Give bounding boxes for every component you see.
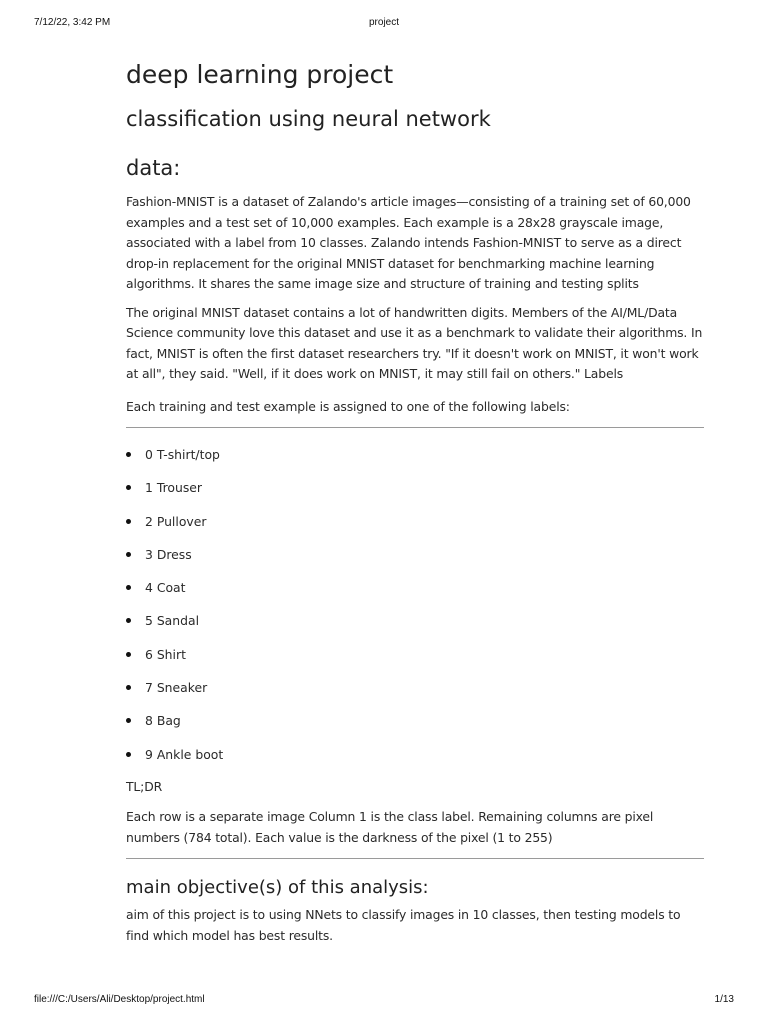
label-text: 2 Pullover	[145, 513, 207, 529]
data-heading: data:	[126, 156, 181, 180]
divider	[126, 427, 704, 428]
tldr-text: TL;DR	[126, 778, 163, 794]
list-item	[126, 704, 704, 737]
labels-list	[126, 438, 704, 771]
list-item	[126, 571, 704, 604]
bullet-icon	[126, 652, 131, 657]
print-header	[0, 17, 768, 31]
bullet-icon	[126, 585, 131, 590]
label-text: 5 Sandal	[145, 613, 200, 629]
list-item	[126, 638, 704, 671]
list-item	[126, 738, 704, 771]
file-path: file:///C:/Users/Ali/Desktop/project.html	[34, 994, 205, 1005]
label-text: 7 Sneaker	[145, 680, 208, 696]
objective-heading: main objective(s) of this analysis:	[126, 877, 429, 899]
label-text: 3 Dress	[145, 546, 192, 562]
page-number: 1/13	[714, 994, 734, 1005]
row-description-paragraph: Each row is a separate image Column 1 is the class label. Remaining columns are pixel numbers (784 total). Each value is the darkness of the pixel (1 to 255)	[126, 809, 654, 845]
label-text: 4 Coat	[145, 580, 186, 596]
bullet-icon	[126, 685, 131, 690]
print-datetime: 7/12/22, 3:42 PM	[34, 17, 111, 28]
print-footer	[0, 994, 768, 1008]
page-title: deep learning project	[126, 60, 394, 89]
bullet-icon	[126, 485, 131, 490]
page-subtitle: classification using neural network	[126, 107, 491, 131]
bullet-icon	[126, 718, 131, 723]
label-text: 0 T-shirt/top	[145, 447, 220, 462]
original-mnist-paragraph: The original MNIST dataset contains a lot of handwritten digits. Members of the AI/ML/Data Science community love this dataset and use it as a benchmark to validate their algorithms. In fact, MNIST is often the first dataset researchers try. "If it doesn't work on MNIST, it won't work at all", they said. "Well, if it does work on MNIST, it may still fail on others." Labels	[126, 304, 703, 381]
list-item	[126, 438, 704, 471]
list-item	[126, 671, 704, 704]
label-text: 6 Shirt	[145, 646, 186, 662]
list-item	[126, 538, 704, 571]
intro-paragraph: Fashion-MNIST is a dataset of Zalando's article images—consisting of a training set of 60,000 examples and a test set of 10,000 examples. Each example is a 28x28 grayscale image, associated with a label from 10 classes. Zalando intends Fashion-MNIST to serve as a direct drop-in replacement for the original MNIST dataset for benchmarking machine learning algorithms. It shares the same image size and structure of training and testing splits	[126, 194, 691, 291]
label-text: 9 Ankle boot	[145, 746, 224, 762]
bullet-icon	[126, 452, 131, 457]
label-text: 8 Bag	[145, 713, 181, 729]
bullet-icon	[126, 519, 131, 524]
list-item	[126, 471, 704, 504]
document-body	[126, 56, 704, 946]
label-text: 1 Trouser	[145, 480, 202, 496]
labels-intro-paragraph: Each training and test example is assigned to one of the following labels:	[126, 398, 570, 414]
aim-paragraph: aim of this project is to using NNets to classify images in 10 classes, then testing models to find which model has best results.	[126, 907, 681, 943]
bullet-icon	[126, 752, 131, 757]
list-item	[126, 604, 704, 637]
divider	[126, 858, 704, 859]
print-title: project	[368, 17, 399, 28]
bullet-icon	[126, 618, 131, 623]
list-item	[126, 505, 704, 538]
bullet-icon	[126, 552, 131, 557]
